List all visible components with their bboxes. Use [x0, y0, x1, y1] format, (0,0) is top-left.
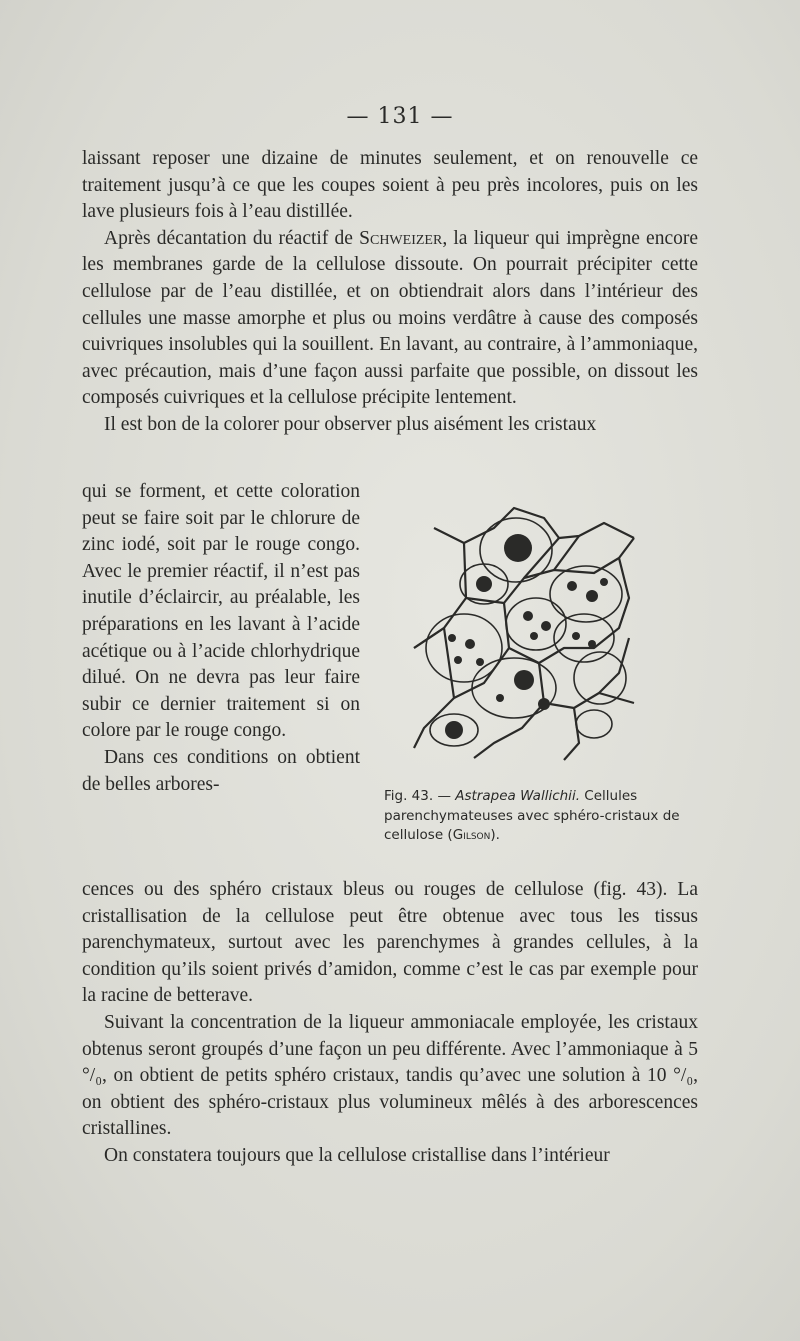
cell — [574, 652, 626, 704]
sphero-crystal — [454, 656, 462, 664]
sphero-crystal — [445, 721, 463, 739]
cell-illustration — [404, 498, 644, 766]
paragraph-3-lead: Il est bon de la colorer pour observer plus aisément les cristaux — [104, 413, 597, 435]
wrapped-text-column — [82, 479, 360, 798]
text-run: Après décantation du réactif de — [104, 227, 360, 249]
paragraph-4-lead: Dans ces conditions on obtient de belles arbores- — [82, 746, 360, 795]
paragraph-text: cences ou des sphéro cristaux bleus ou rouges de cellulose (fig. 43). La cristallisation de la cellulose peut être obtenue avec tous les tissus parenchymateux, surtout avec les parenchymes à grandes cellules, à la condition qu’ils soient privés d’amidon, comme c’est le cas par exemple pour la racine de betterave. — [82, 879, 698, 1007]
sphero-crystal — [504, 534, 532, 562]
text-run: , la liqueur qui imprègne encore les membranes garde de la cellulose dissoute. On pourrait précipiter cette cellulose par de l’eau distillée, et on obtiendrait alors dans l’intérieur des cellules une masse amorphe et plus ou moins verdâtre à cause des composés cuivriques insolubles qui la souillent. En lavant, au contraire, à l’ammoniaque, avec précaution, mais d’une façon aussi parfaite que possible, on dissout les composés cuivriques et la cellulose précipite lentement. — [82, 227, 699, 409]
paragraph-6: On constatera toujours que la cellulose cristallise dans l’intérieur — [104, 1144, 610, 1166]
cell-wall — [564, 693, 634, 760]
paragraph-2 — [82, 226, 698, 412]
paragraph-4-continued — [82, 877, 698, 1170]
paragraph-5: Suivant la concentration de la liqueur ammoniacale employée, les cristaux obtenus seront groupés d’une façon un peu différente. Avec l’ammoniaque à 5 °/₀, on obtient de petits sphéro cristaux, tandis qu’avec une solution à 10 °/₀, on obtient des sphéro-cristaux plus volumineux mêlés à des arborescences cristallines. — [82, 1011, 698, 1140]
species-name: Astrapea Wallichii. — [455, 788, 580, 804]
cell-wall — [414, 628, 454, 698]
author-name: Schweizer — [359, 227, 443, 249]
author-name: Gilson — [452, 827, 491, 843]
cell-wall — [434, 508, 634, 543]
sphero-crystal — [530, 632, 538, 640]
sphero-crystal — [448, 634, 456, 642]
page-number: — 131 — — [346, 104, 454, 129]
sphero-crystal — [600, 578, 608, 586]
sphero-crystal — [523, 611, 533, 621]
sphero-crystal — [538, 698, 550, 710]
cell — [506, 598, 566, 650]
sphero-crystal — [496, 694, 504, 702]
sphero-crystal — [514, 670, 534, 690]
sphero-crystal — [586, 590, 598, 602]
cell — [576, 710, 612, 738]
sphero-crystal — [476, 658, 484, 666]
figure-caption — [384, 787, 698, 846]
paragraph-text: laissant reposer une dizaine de minutes seulement, et on renouvelle ce traitement jusqu’à ce que les coupes soient à peu près incolores, puis on les lave plusieurs fois à l’eau distillée. — [82, 148, 698, 223]
cell-wall — [414, 538, 559, 648]
sphero-crystal — [567, 581, 577, 591]
sphero-crystal — [465, 639, 475, 649]
paragraph-3-continued: qui se forment, et cette coloration peut se faire soit par le chlorure de zinc iodé, soit par le rouge congo. Avec le premier réactif, il n’est pas inutile d’éclaircir, au préalable, les préparations en les lavant à l’acide acétique ou à l’acide chlorhydrique dilué. On ne devra pas leur faire subir ce dernier traitement si on colore par le rouge congo. — [82, 481, 360, 742]
caption-text: ). — [490, 827, 500, 843]
caption-text: Cellules parenchymateuses avec sphéro-cristaux de cellulose ( — [384, 788, 680, 843]
sphero-crystal — [541, 621, 551, 631]
cell — [426, 614, 502, 682]
paragraph-1 — [82, 146, 698, 439]
figure-label: Fig. 43. — — [384, 788, 456, 804]
sphero-crystal — [476, 576, 492, 592]
sphero-crystal — [572, 632, 580, 640]
sphero-crystal — [588, 640, 596, 648]
cell-wall — [524, 536, 634, 578]
